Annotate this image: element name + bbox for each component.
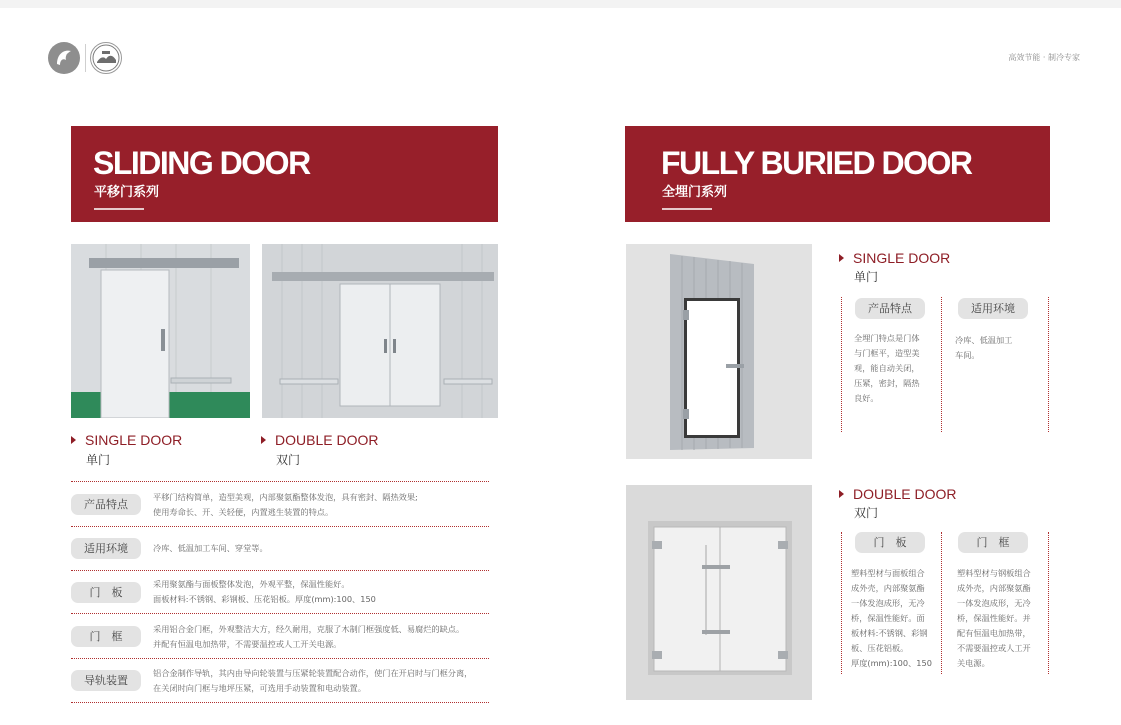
divider	[71, 570, 489, 571]
spec-text-features: 平移门结构简单，造型美观，内部聚氨酯整体发泡，具有密封、隔热效果; 使用寿命长、开、关轻便，内置逃生装置的特点。	[153, 492, 418, 517]
double-panel-label: 门 板	[855, 532, 925, 553]
single-features-text: 全埋门特点是门体 与门框平，造型美 观，能自动关闭， 压紧，密封，隔热 良好。	[854, 333, 920, 403]
spec-label-rail: 导轨装置	[71, 670, 141, 691]
banner-title: FULLY BURIED DOOR	[661, 145, 972, 181]
spec-text-frame: 采用铝合金门框，外观整洁大方，经久耐用，克服了木制门框强度低、易腐烂的缺点。 并配有恒温电加热带，不需要温控或人工开关电源。	[153, 624, 465, 649]
divider	[71, 702, 489, 703]
spec-label-features: 产品特点	[71, 494, 141, 515]
spec-text-rail: 铝合金制作导轨，其内由导向轮装置与压紧轮装置配合动作，使门在开启时与门框分离， 在关闭时向门框与地坪压紧，可选用手动装置和电动装置。	[153, 668, 473, 693]
double-frame-label: 门 框	[958, 532, 1028, 553]
triangle-bullet-icon	[839, 490, 844, 498]
spec-label-environment: 适用环境	[71, 538, 141, 559]
single-features-label: 产品特点	[855, 298, 925, 319]
spec-text-environment: 冷库、低温加工车间、穿堂等。	[153, 543, 268, 553]
triangle-bullet-icon	[71, 436, 76, 444]
brand-emblem-icon	[48, 42, 80, 74]
sliding-single-door-photo	[71, 244, 250, 418]
divider	[71, 481, 489, 482]
top-strip	[0, 0, 1121, 8]
column-divider	[941, 532, 942, 674]
buried-double-door-cn-label: 双门	[854, 506, 879, 520]
column-divider	[841, 532, 842, 674]
sliding-door-banner	[71, 126, 498, 222]
spec-label-panel: 门 板	[71, 582, 141, 603]
single-environment-text: 冷库、低温加工 车间。	[955, 335, 1013, 360]
buried-double-door-photo	[626, 485, 812, 700]
banner-title: SLIDING DOOR	[93, 145, 310, 181]
brand-slogan: 高效节能 · 制冷专家	[1008, 53, 1080, 62]
column-divider	[841, 297, 842, 432]
column-divider	[941, 297, 942, 432]
double-panel-text: 塑料型材与面板组合 成外壳，内部聚氨酯 一体发泡成形，无冷 桥，保温性能好。面 板材料:不锈钢、彩钢 板、压花铝板。 厚度(mm):100、150	[851, 568, 932, 668]
double-frame-text: 塑料型材与钢板组合 成外壳，内部聚氨酯 一体发泡成形，无冷 桥，保温性能好。并 配有恒温电加热带， 不需要温控或人工开 关电源。	[957, 568, 1031, 668]
column-divider	[1048, 297, 1049, 432]
column-divider	[1048, 532, 1049, 674]
fully-buried-door-banner	[625, 126, 1050, 222]
spec-label-frame: 门 框	[71, 626, 141, 647]
divider	[71, 613, 489, 614]
sliding-double-door-photo	[262, 244, 498, 418]
single-door-cn-label: 单门	[86, 453, 111, 467]
brand-badge-icon	[90, 42, 122, 74]
single-environment-label: 适用环境	[958, 298, 1028, 319]
logo-divider	[85, 44, 86, 72]
banner-underline	[94, 208, 144, 210]
banner-underline	[662, 208, 712, 210]
double-door-label: DOUBLE DOOR	[275, 432, 379, 448]
triangle-bullet-icon	[261, 436, 266, 444]
buried-single-door-photo	[626, 244, 812, 459]
spec-text-panel: 采用聚氨酯与面板整体发泡，外观平整，保温性能好。 面板材料:不锈钢、彩钢板、压花铝板。厚度(mm):100、150	[153, 579, 376, 604]
single-door-label: SINGLE DOOR	[85, 432, 183, 448]
banner-subtitle: 平移门系列	[94, 185, 160, 200]
divider	[71, 526, 489, 527]
banner-subtitle: 全埋门系列	[662, 185, 728, 200]
buried-single-door-cn-label: 单门	[854, 270, 879, 284]
divider	[71, 658, 489, 659]
triangle-bullet-icon	[839, 254, 844, 262]
buried-double-door-label: DOUBLE DOOR	[853, 486, 957, 502]
double-door-cn-label: 双门	[276, 453, 301, 467]
buried-single-door-label: SINGLE DOOR	[853, 250, 951, 266]
